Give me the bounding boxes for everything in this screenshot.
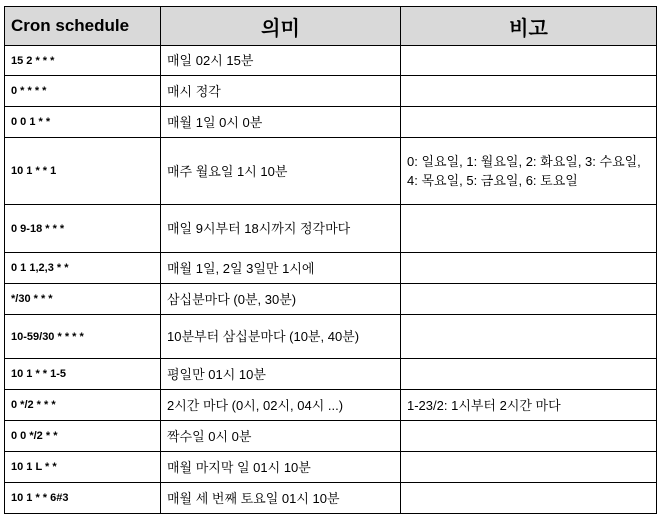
meaning-cell: 짝수일 0시 0분 [161,421,401,452]
note-cell [401,421,657,452]
table-row [5,359,657,390]
note-cell: 1-23/2: 1시부터 2시간 마다 [401,390,657,421]
note-cell [401,315,657,359]
meaning-cell: 매시 정각 [161,76,401,107]
header-schedule: Cron schedule [5,7,161,46]
schedule-cell: 10 1 * * 1 [5,138,161,205]
note-cell [401,107,657,138]
note-cell [401,452,657,483]
table-row [5,390,657,421]
table-row [5,107,657,138]
meaning-cell: 10분부터 삼십분마다 (10분, 40분) [161,315,401,359]
header-meaning: 의미 [161,7,401,46]
table-row [5,483,657,514]
meaning-cell: 매일 9시부터 18시까지 정각마다 [161,205,401,253]
schedule-cell: 10-59/30 * * * * [5,315,161,359]
schedule-cell: 0 */2 * * * [5,390,161,421]
table-row [5,76,657,107]
meaning-cell: 평일만 01시 10분 [161,359,401,390]
schedule-cell: 0 9-18 * * * [5,205,161,253]
table-row [5,452,657,483]
note-cell [401,284,657,315]
table-row [5,138,657,205]
schedule-cell: 0 * * * * [5,76,161,107]
note-cell [401,253,657,284]
meaning-cell: 매월 1일, 2일 3일만 1시에 [161,253,401,284]
table-row [5,421,657,452]
note-cell: 0: 일요일, 1: 월요일, 2: 화요일, 3: 수요일, 4: 목요일, 5: 금요일, 6: 토요일 [401,138,657,205]
table-row [5,253,657,284]
note-cell [401,205,657,253]
schedule-cell: 15 2 * * * [5,46,161,76]
table-row [5,315,657,359]
note-cell [401,483,657,514]
note-cell [401,46,657,76]
table-row [5,284,657,315]
schedule-cell: 0 1 1,2,3 * * [5,253,161,284]
meaning-cell: 매일 02시 15분 [161,46,401,76]
cron-table [4,6,657,514]
note-cell [401,359,657,390]
header-note: 비고 [401,7,657,46]
meaning-cell: 매월 1일 0시 0분 [161,107,401,138]
schedule-cell: 0 0 1 * * [5,107,161,138]
schedule-cell: 10 1 * * 1-5 [5,359,161,390]
meaning-cell: 매주 월요일 1시 10분 [161,138,401,205]
header-row [5,7,657,46]
meaning-cell: 매월 마지막 일 01시 10분 [161,452,401,483]
table-row [5,205,657,253]
meaning-cell: 삼십분마다 (0분, 30분) [161,284,401,315]
table-row [5,46,657,76]
meaning-cell: 매월 세 번째 토요일 01시 10분 [161,483,401,514]
meaning-cell: 2시간 마다 (0시, 02시, 04시 ...) [161,390,401,421]
schedule-cell: */30 * * * [5,284,161,315]
schedule-cell: 0 0 */2 * * [5,421,161,452]
schedule-cell: 10 1 * * 6#3 [5,483,161,514]
schedule-cell: 10 1 L * * [5,452,161,483]
note-cell [401,76,657,107]
